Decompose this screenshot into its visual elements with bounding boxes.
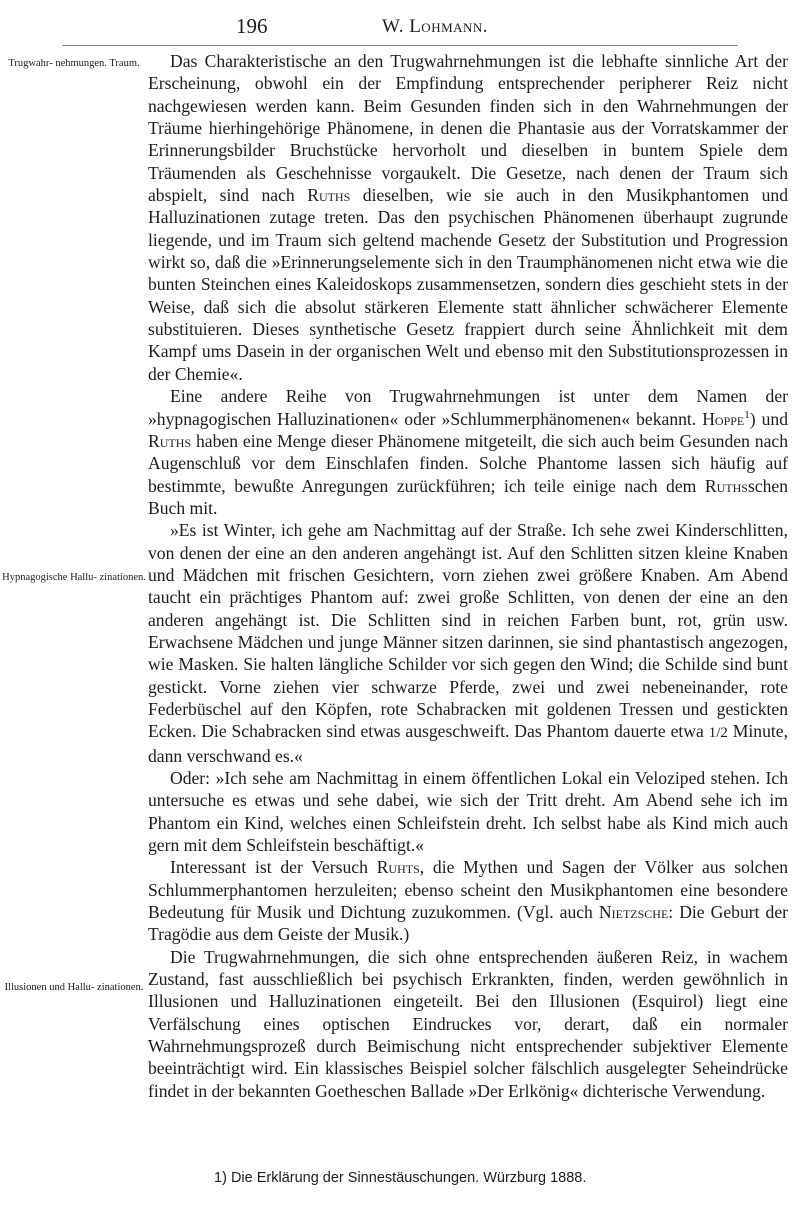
margin-note-illusionen: Illusionen und Hallu- zinationen.	[4, 982, 144, 993]
margin-note-trugwahrnehmungen: Trugwahr- nehmungen. Traum.	[8, 58, 140, 69]
paragraph-illusionen: Die Trugwahrnehmungen, die sich ohne entsprechenden äußeren Reiz, in wachem Zustand, fast ausschließlich bei psychisch Erkrankten, finden, werden gewöhnlich in Illusionen und Halluzinationen eingeteilt. Bei den Illusionen (Esquirol) liegt eine Verfälschung eines optischen Eindruckes vor, derart, daß ein normaler Wahrnehmungsprozeß durch Beimischung nicht entsprechender subjektiver Elemente beeinträchtigt wird. Ein klassisches Beispiel solcher fälschlich ausgelegter Seheindrücke findet in der bekannten Goetheschen Ballade »Der Erlkönig« dichterische Verwendung.	[148, 946, 788, 1101]
paragraph-traum: Das Charakteristische an den Trugwahrnehmungen ist die lebhafte sinnliche Art der Erscheinung, obwohl ein der Empfindung entsprechender peripherer Reiz nicht nachgewiesen werden kann. Beim Gesunden finden sich in den Wahrnehmungen der Träume hierhingehörige Phänomene, in denen die Phantasie aus der Vorratskammer der Erinnerungsbilder Bruchstücke hervorholt und dieselben in buntem Spiele dem Träumenden als Geschehnisse vorgaukelt. Die Gesetze, nach denen der Traum sich abspielt, sind nach Ruths dieselben, wie sie auch in den Musikphantomen und Halluzinationen zutage treten. Das den psychischen Phänomenen überhaupt zugrunde liegende, und im Traum sich geltend machende Gesetz der Substitution und Progression wirkt so, daß die »Erinnerungselemente sich in den Traumphänomenen nicht etwa wie die bunten Steinchen eines Kaleidoskops zusammensetzen, sondern dies geschieht stets in der Weise, daß sich die absolut stärkeren Elemente statt ähnlicher schwächerer Elemente substituieren. Dieses synthetische Gesetz frappiert durch seine Ähnlichkeit mit dem Kampf ums Dasein in der organischen Welt und ebenso mit den Substitutionsprozessen in der Chemie«.	[148, 51, 788, 384]
header-rule	[62, 45, 738, 46]
footnote-marker: 1)	[214, 1170, 227, 1186]
footnote-text: Die Erklärung der Sinnestäuschungen. Würzburg 1888.	[230, 1170, 587, 1186]
page-number: 196	[236, 14, 268, 38]
footnote	[214, 1170, 774, 1186]
paragraph-veloziped-quote: Oder: »Ich sehe am Nachmittag in einem öffentlichen Lokal ein Veloziped stehen. Ich untersuche es etwas und sehe dabei, wie sich der Tritt dreht. Am Abend sehe ich im Phantom ein Kind, welches einen Schleifstein dreht. Ich selbst habe als Kind mich auch gern mit dem Schleifstein beschäftigt.«	[148, 768, 788, 856]
paragraph-hypnagogische: Eine andere Reihe von Trugwahrnehmungen ist unter dem Namen der »hypnagogischen Halluzinationen« oder »Schlummerphänomenen« bekannt. Hoppe$^1$) und Ruths haben eine Menge dieser Phänomene mitgeteilt, die sich auch beim Gesunden nach Augenschluß vor dem Einschlafen finden. Solche Phantome lassen sich häufig auf bestimmte, bewußte Anregungen zurückführen; ich teile einige nach dem Ruthsschen Buch mit.	[148, 386, 789, 518]
running-head	[60, 14, 800, 42]
margin-note-hypnagogische: Hypnagogische Hallu- zinationen.	[2, 572, 146, 583]
author-name: W. Lohmann.	[382, 16, 489, 37]
paragraph-mythen: Interessant ist der Versuch Ruhts, die Mythen und Sagen der Völker aus solchen Schlummerphantomen herzuleiten; ebenso scheint den Musikphantomen eine besondere Bedeutung für Musik und Dichtung zuzukommen. (Vgl. auch Nietzsche: Die Geburt der Tragödie aus dem Geiste der Musik.)	[148, 857, 788, 945]
paragraph-winter-quote: »Es ist Winter, ich gehe am Nachmittag auf der Straße. Ich sehe zwei Kinderschlitten, von denen der eine an den anderen angehängt ist. Auf den Schlitten sitzen kleine Knaben und Mädchen mit frischen Gesichtern, vorn ziehen zwei größere Knaben. Am Abend taucht ein prächtiges Phantom auf: zwei große Schlitten, von denen der eine an den anderen angehängt ist. Die Schlitten sind in reichen Farben bunt, rot, grün usw. Erwachsene Mädchen und junge Männer sitzen darinnen, sie sind phantastisch angezogen, wie Masken. Sie halten längliche Schilder vor sich gegen den Wind; die Schilde sind bunt gestickt. Vorne ziehen vier schwarze Pferde, zwei und zwei nebeneinander, rote Federbüschel auf den Köpfen, rote Schabracken mit goldenen Tressen und gestickten Ecken. Die Schabracken sind etwas ausgeschweift. Das Phantom dauerte etwa 1/2 Minute, dann verschwand es.«	[148, 520, 788, 766]
footnote-ref[interactable]: 1	[744, 408, 750, 421]
body-text	[148, 50, 788, 1102]
